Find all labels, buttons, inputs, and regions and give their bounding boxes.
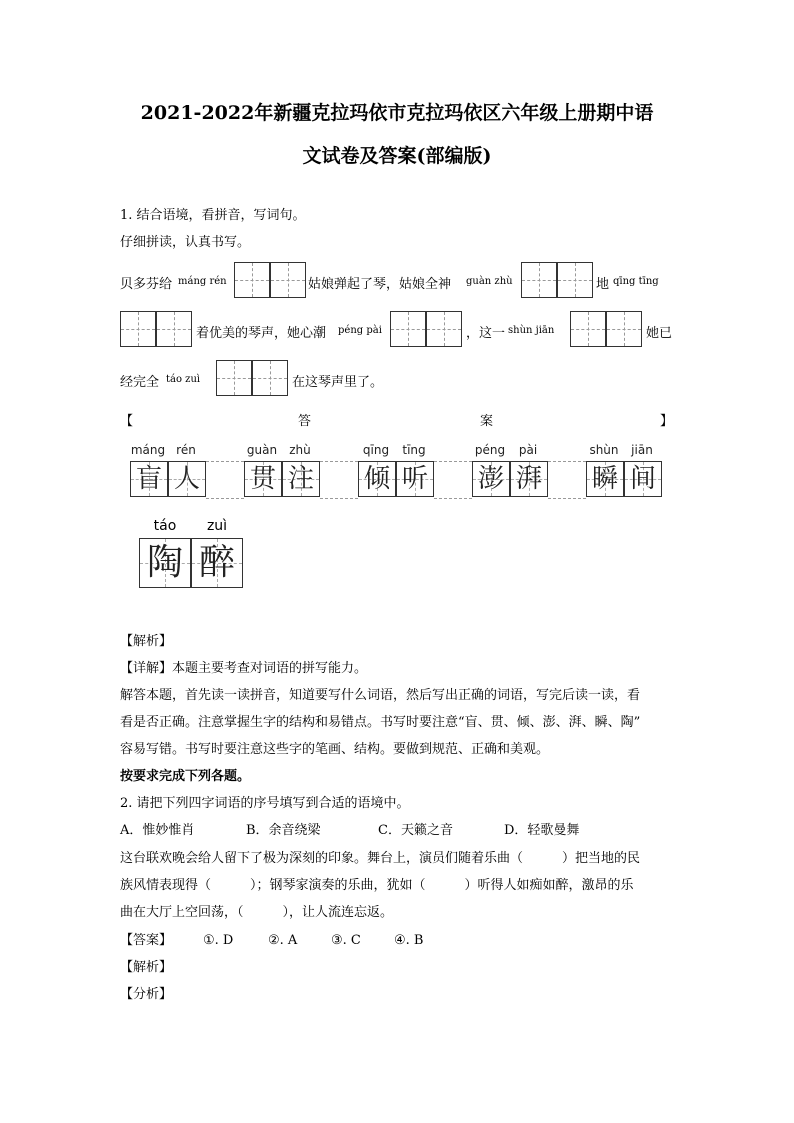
answer-pinyin: zhù	[289, 443, 311, 457]
pinyin-prompt: máng rén	[178, 276, 227, 287]
question-2-paragraph: 曲在大厅上空回荡，（ ），让人流连忘返。	[120, 905, 394, 920]
answer-pinyin: rén	[176, 443, 196, 457]
writing-box[interactable]	[270, 262, 306, 298]
sentence-text: 着优美的琴声，她心潮	[196, 326, 327, 341]
answer-pinyin: qīng	[362, 443, 390, 457]
answer-item: ③. C	[331, 933, 361, 948]
option-d: D．轻歌曼舞	[504, 823, 580, 838]
answer-label-open: 【	[120, 414, 134, 429]
answer-label-char-2: 案	[480, 414, 494, 429]
answer-char-box: 湃	[510, 461, 548, 497]
answer-char-box: 倾	[358, 461, 396, 497]
section-heading: 按要求完成下列各题。	[120, 769, 251, 784]
writing-box[interactable]	[234, 262, 270, 298]
answer-item: ④. B	[394, 933, 424, 948]
writing-box[interactable]	[390, 311, 426, 347]
analysis-label: 【解析】	[120, 960, 173, 975]
question-1-instruction: 仔细拼读，认真书写。	[120, 235, 251, 250]
question-2-paragraph: 族风情表现得（ ）；钢琴家演奏的乐曲，犹如（ ）听得人如痴如醉，激昂的乐	[120, 878, 634, 893]
answer-char-box: 陶	[139, 538, 191, 588]
option-b: B．余音绕梁	[246, 823, 321, 838]
grid-connector	[548, 461, 586, 499]
question-1-row-1	[120, 262, 674, 302]
analysis-paragraph: 容易写错。书写时要注意这些字的笔画、结构。要做到规范、正确和美观。	[120, 742, 550, 757]
analysis-detail: 【详解】本题主要考查对词语的拼写能力。	[120, 661, 368, 676]
answer-char-box: 瞬	[586, 461, 624, 497]
grid-connector	[320, 461, 358, 499]
answer-pinyin: máng	[130, 443, 166, 457]
page-title-line-2: 文试卷及答案(部编版)	[302, 145, 492, 167]
answer-pinyin: pài	[518, 443, 538, 457]
question-1-heading: 1. 结合语境，看拼音，写词句。	[120, 208, 306, 223]
sentence-text: 地	[596, 277, 610, 292]
pinyin-prompt: shùn jiān	[508, 325, 555, 336]
writing-box[interactable]	[570, 311, 606, 347]
page-title-line-1: 2021-2022年新疆克拉玛依市克拉玛依区六年级上册期中语	[140, 102, 654, 124]
answer-char-box: 人	[168, 461, 206, 497]
grid-connector	[206, 461, 244, 499]
writing-box[interactable]	[216, 360, 252, 396]
sentence-text: 她已	[646, 326, 673, 341]
writing-box[interactable]	[606, 311, 642, 347]
answer-char-box: 盲	[130, 461, 168, 497]
sentence-text: 贝多芬给	[120, 277, 173, 292]
writing-box[interactable]	[557, 262, 593, 298]
answer-pinyin: péng	[474, 443, 506, 457]
answer-label-close: 】	[660, 414, 674, 429]
writing-box[interactable]	[156, 311, 192, 347]
answer-char-box: 贯	[244, 461, 282, 497]
writing-box[interactable]	[521, 262, 557, 298]
pinyin-prompt: qīng tīng	[613, 276, 659, 287]
answer-pinyin: guàn	[246, 443, 278, 457]
grid-connector	[434, 461, 472, 499]
sentence-text: ，这一	[466, 326, 506, 341]
answer-pinyin: jiān	[631, 443, 653, 457]
answer-char-box: 澎	[472, 461, 510, 497]
analysis-paragraph: 看是否正确。注意掌握生字的结构和易错点。书写时要注意“盲、贯、倾、澎、湃、瞬、陶”	[120, 715, 641, 730]
analysis-paragraph: 解答本题，首先读一读拼音，知道要写什么词语，然后写出正确的词语，写完后读一读，看	[120, 688, 641, 703]
question-1-row-3	[120, 360, 674, 400]
answer-pinyin: shùn	[589, 443, 619, 457]
answer-label: 【答案】	[120, 933, 173, 948]
answer-char-box: 注	[282, 461, 320, 497]
sentence-text: 在这琴声里了。	[292, 375, 384, 390]
fenxi-label: 【分析】	[120, 987, 173, 1002]
answer-label-char-1: 答	[298, 414, 312, 429]
answer-item: ②. A	[268, 933, 298, 948]
answer-item: ①. D	[203, 933, 234, 948]
question-2-paragraph: 这台联欢晚会给人留下了极为深刻的印象。舞台上，演员们随着乐曲（ ）把当地的民	[120, 851, 641, 866]
sentence-text: 姑娘弹起了琴，姑娘全神	[308, 277, 452, 292]
answer-pinyin: tīng	[402, 443, 426, 457]
answer-pinyin: zuì	[206, 518, 228, 534]
answer-char-box: 醉	[191, 538, 243, 588]
pinyin-prompt: péng pài	[338, 325, 382, 336]
answer-pinyin: táo	[153, 518, 177, 534]
writing-box[interactable]	[252, 360, 288, 396]
analysis-label: 【解析】	[120, 634, 173, 649]
answer-char-box: 听	[396, 461, 434, 497]
question-2-heading: 2. 请把下列四字词语的序号填写到合适的语境中。	[120, 796, 410, 811]
question-1-row-2	[120, 311, 674, 351]
writing-box[interactable]	[120, 311, 156, 347]
answer-char-box: 间	[624, 461, 662, 497]
writing-box[interactable]	[426, 311, 462, 347]
sentence-text: 经完全	[120, 375, 160, 390]
pinyin-prompt: guàn zhù	[466, 276, 513, 287]
pinyin-prompt: táo zuì	[166, 374, 201, 385]
option-a: A．惟妙惟肖	[120, 823, 195, 838]
option-c: C．天籁之音	[378, 823, 453, 838]
